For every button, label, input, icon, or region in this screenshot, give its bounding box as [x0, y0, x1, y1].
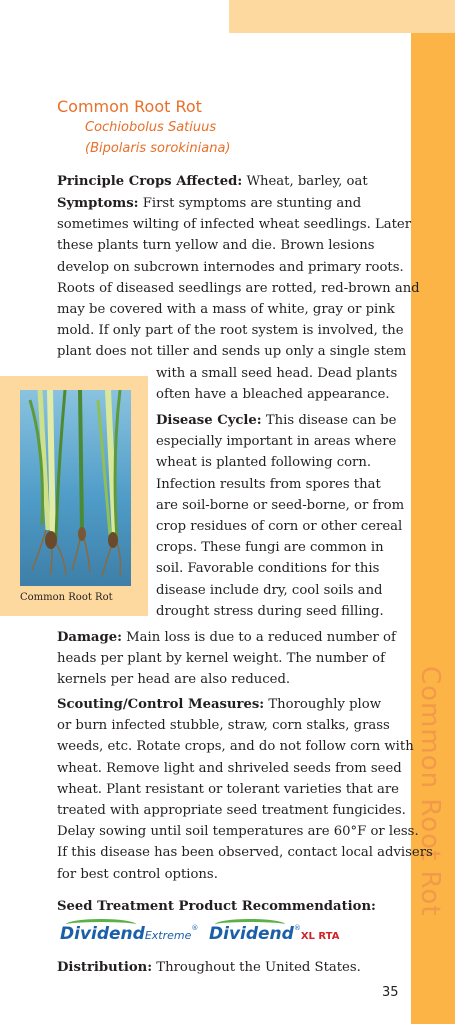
symptoms-line: First symptoms are stunting and: [142, 196, 362, 211]
disease-cycle-line: especially important in areas where: [156, 434, 397, 450]
symptoms-line: often have a bleached appearance.: [156, 387, 390, 403]
swoosh-icon: [215, 919, 285, 930]
disease-cycle-line: are soil-borne or seed-borne, or from: [156, 497, 405, 513]
swoosh-icon: [66, 919, 136, 930]
seed-treatment-label: Seed Treatment Product Recommendation:: [57, 899, 376, 914]
logo-main-text: Dividend: [209, 924, 294, 944]
damage-label: Damage:: [57, 630, 122, 645]
disease-cycle-line: crops. These fungi are common in: [156, 540, 384, 556]
disease-cycle-line: soil. Favorable conditions for this: [156, 561, 380, 577]
seed-treatment-heading: [57, 896, 376, 917]
scouting-line: treated with appropriate seed treatment fungicides.: [57, 803, 406, 819]
damage-line: Main loss is due to a reduced number of: [126, 630, 396, 645]
symptoms-continued: [156, 363, 397, 405]
symptoms-line: mold. If only part of the root system is involved, the: [57, 323, 404, 339]
scouting-line: wheat. Plant resistant or tolerant varieties that are: [57, 781, 399, 797]
photo-caption: Common Root Rot: [20, 592, 113, 603]
disease-cycle-line: wheat is planted following corn.: [156, 455, 372, 471]
scouting-line: weeds, etc. Rotate crops, and do not follow corn with: [57, 739, 414, 755]
scouting-line: Delay sowing until soil temperatures are 60°F or less.: [57, 824, 419, 840]
damage-line: kernels per head are also reduced.: [57, 672, 291, 688]
scouting-line: If this disease has been observed, contact local advisers: [57, 845, 433, 861]
crops-label: Principle Crops Affected:: [57, 174, 243, 189]
logo-main-text: Dividend: [60, 924, 145, 944]
symptoms-line: plant does not tiller and sends up only a single stem: [57, 344, 407, 360]
synonym-name: (Bipolaris sorokiniana): [85, 141, 231, 156]
damage-line: heads per plant by kernel weight. The number of: [57, 651, 385, 667]
symptoms-line: these plants turn yellow and die. Brown lesions: [57, 238, 375, 254]
disease-title: Common Root Rot: [57, 97, 202, 116]
registered-mark: ®: [191, 924, 199, 932]
symptoms-label: Symptoms:: [57, 196, 139, 211]
symptoms-line: Roots of diseased seedlings are rotted, red-brown and: [57, 280, 420, 296]
disease-cycle-line: Infection results from spores that: [156, 476, 381, 492]
scouting-label: Scouting/Control Measures:: [57, 697, 265, 712]
registered-mark: ®: [293, 924, 301, 932]
scouting-line: Thoroughly plow: [268, 697, 382, 712]
crops-text: Wheat, barley, oat: [246, 174, 368, 189]
disease-cycle-line: disease include dry, cool soils and: [156, 582, 383, 598]
disease-cycle-label: Disease Cycle:: [156, 413, 262, 428]
page-number: 35: [382, 985, 399, 1000]
dividend-xl-rta-logo: [209, 924, 339, 954]
logo-sub-text: Extreme: [144, 929, 192, 942]
distribution-label: Distribution:: [57, 960, 153, 975]
damage-paragraph: [57, 627, 396, 691]
scientific-name: Cochiobolus Satiuus: [85, 120, 217, 135]
distribution-paragraph: [57, 957, 361, 978]
disease-cycle-line: drought stress during seed filling.: [156, 603, 384, 619]
symptoms-paragraph: [57, 193, 420, 363]
disease-cycle-line: This disease can be: [265, 413, 397, 428]
disease-cycle-paragraph: [156, 410, 404, 622]
crops-paragraph: [57, 171, 368, 192]
scouting-line: wheat. Remove light and shriveled seeds from seed: [57, 760, 402, 776]
side-section-title: Common Root Rot: [415, 666, 445, 917]
scouting-line: or burn infected stubble, straw, corn stalks, grass: [57, 718, 390, 734]
root-rot-photo: [20, 390, 131, 586]
scouting-paragraph: [57, 694, 433, 885]
scouting-line: for best control options.: [57, 866, 218, 882]
disease-heading: [57, 97, 231, 159]
disease-cycle-line: crop residues of corn or other cereal: [156, 519, 403, 535]
symptoms-line: sometimes wilting of infected wheat seedlings. Later: [57, 217, 412, 233]
symptoms-line: develop on subcrown internodes and primary roots.: [57, 259, 404, 275]
symptoms-line: may be covered with a mass of white, gray or pink: [57, 302, 395, 318]
logo-sub-text: XL RTA: [300, 931, 340, 942]
wheat-seedlings-illustration: [20, 390, 131, 586]
distribution-text: Throughout the United States.: [156, 960, 361, 975]
symptoms-line: with a small seed head. Dead plants: [156, 366, 398, 381]
top-decorative-bar: [229, 0, 455, 33]
dividend-extreme-logo: [60, 924, 198, 954]
